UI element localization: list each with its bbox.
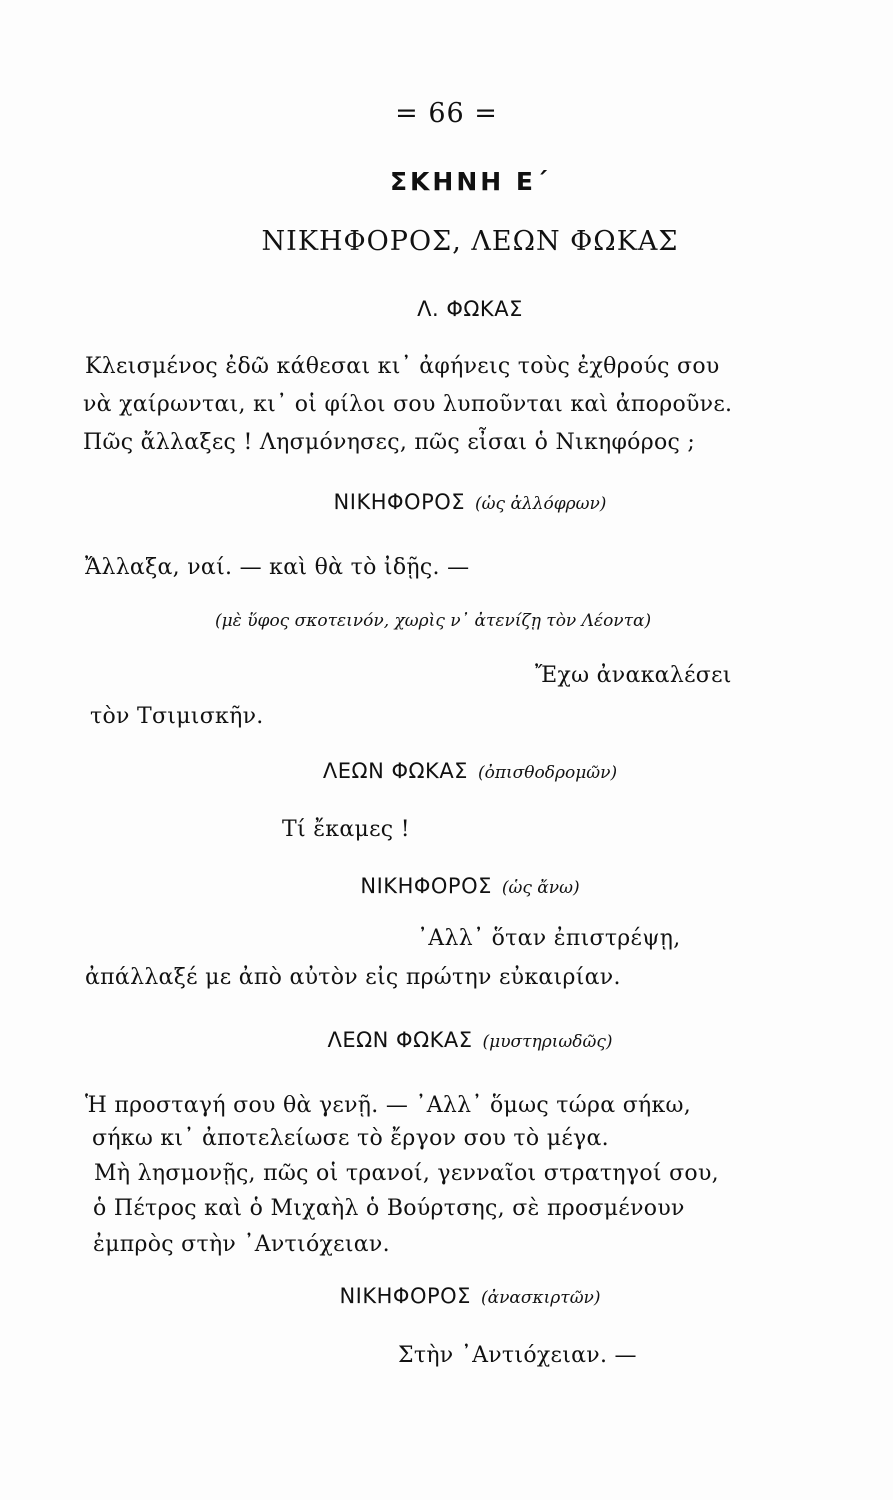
- stage-direction: (ὡς ἀλλόφρων): [475, 494, 607, 514]
- speaker-name: ΛΕΩΝ ΦΩΚΑΣ: [327, 1028, 473, 1052]
- stage-direction: (ἀνασκιρτῶν): [480, 1288, 601, 1308]
- dialogue-line: Ἄλλαξα, ναί. — καὶ θὰ τὸ ἰδῇς. —: [85, 555, 470, 580]
- speaker-heading: [0, 297, 893, 321]
- speaker-heading: [0, 490, 893, 514]
- speaker-name: ΝΙΚΗΦΟΡΟΣ: [360, 874, 492, 898]
- dialogue-line: ἀπάλλαξέ με ἀπὸ αὐτὸν εἰς πρώτην εὐκαιρίαν.: [85, 965, 621, 990]
- dialogue-line: νὰ χαίρωνται, κι᾿ οἱ φίλοι σου λυποῦνται καὶ ἀποροῦνε.: [83, 392, 733, 417]
- speaker-name: ΝΙΚΗΦΟΡΟΣ: [333, 490, 466, 514]
- speaker-name: ΝΙΚΗΦΟΡΟΣ: [339, 1284, 471, 1308]
- dialogue-line: Κλεισμένος ἐδῶ κάθεσαι κι᾿ ἀφήνεις τοὺς ἐχθρούς σου: [85, 354, 720, 379]
- stage-direction: (ὡς ἄνω): [501, 878, 580, 898]
- speaker-name: ΛΕΩΝ ΦΩΚΑΣ: [322, 759, 468, 783]
- dialogue-line: σήκω κι᾿ ἀποτελείωσε τὸ ἔργον σου τὸ μέγα.: [92, 1126, 609, 1151]
- dialogue-line: Ἡ προσταγή σου θὰ γενῇ. — ᾿Αλλ᾿ ὅμως τώρα σήκω,: [85, 1093, 692, 1118]
- speaker-heading: [0, 1028, 893, 1052]
- dialogue-line: Στὴν ᾿Αντιόχειαν. —: [398, 1343, 637, 1368]
- stage-direction-inline: (μὲ ὕφος σκοτεινόν, χωρὶς ν᾿ ἀτενίζῃ τὸν Λέοντα): [215, 611, 652, 631]
- cast-list: ΝΙΚΗΦΟΡΟΣ, ΛΕΩΝ ΦΩΚΑΣ: [261, 226, 679, 257]
- dialogue-line: τὸν Τσιμισκῆν.: [90, 704, 264, 729]
- stage-direction: (ὀπισθοδρομῶν): [477, 763, 618, 783]
- speaker-name: Λ. ΦΩΚΑΣ: [417, 297, 523, 321]
- speaker-heading: [0, 759, 893, 783]
- speaker-heading: [0, 1284, 893, 1308]
- dialogue-line: Ἔχω ἀνακαλέσει: [535, 663, 732, 688]
- dialogue-line: ὁ Πέτρος καὶ ὁ Μιχαὴλ ὁ Βούρτσης, σὲ προσμένουν: [93, 1196, 685, 1221]
- speaker-heading: [0, 874, 893, 898]
- dialogue-line: ᾿Αλλ᾿ ὅταν ἐπιστρέψῃ,: [417, 926, 681, 951]
- dialogue-line: Μὴ λησμονῇς, πῶς οἱ τρανοί, γενναῖοι στρατηγοί σου,: [94, 1161, 719, 1186]
- stage-direction: (μυστηριωδῶς): [482, 1032, 613, 1052]
- dialogue-line: ἐμπρὸς στὴν ᾿Αντιόχειαν.: [93, 1232, 390, 1257]
- dialogue-line: Πῶς ἄλλαξες ! Λησμόνησες, πῶς εἶσαι ὁ Νικηφόρος ;: [83, 430, 696, 455]
- dialogue-line: Τί ἔκαμες !: [282, 817, 410, 842]
- scene-title: ΣΚΗΝΗ Ε΄: [389, 167, 551, 196]
- page-number: = 66 =: [395, 98, 498, 129]
